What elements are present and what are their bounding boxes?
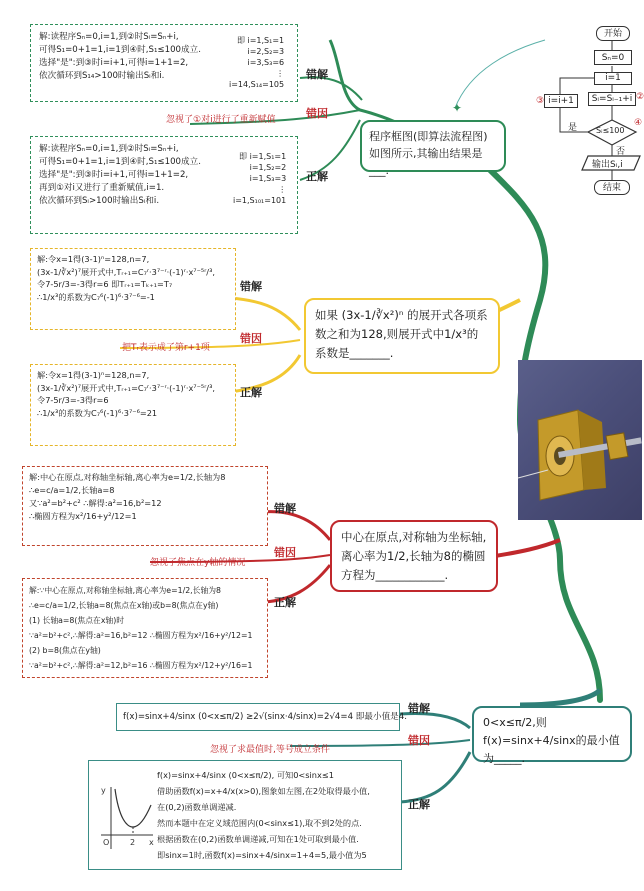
topic1-cause-text: 忽视了①对i进行了重新赋值 — [166, 115, 276, 125]
side-line: ⋮ — [276, 69, 285, 78]
topic4-wrong-label: 错解 — [408, 702, 430, 715]
flow-mark4: ④ — [634, 118, 643, 128]
topic4-branch — [520, 690, 600, 705]
topic2-correct-box — [30, 364, 236, 446]
flow-cond: Sᵢ≤100 — [596, 126, 625, 135]
solution-line: 解:读程序Sₙ=0,i=1,到②时Sᵢ=Sₙ+i, — [39, 32, 179, 42]
solution-line: ∵a²=b²+c²,∴解得:a²=12,b²=16 ∴椭圆方程为x²/12+y²/16=1 — [29, 661, 253, 670]
topic2-question: 如果 (3x-1/∛x²)ⁿ 的展开式各项系数之和为128,则展开式中1/x³的系数是_______. — [304, 298, 500, 374]
solution-line: ∴e=c/a=1/2,长轴a=8(焦点在x轴)或b=8(焦点在y轴) — [29, 601, 219, 610]
flow-incr: i=i+1 — [544, 94, 578, 108]
topic1-correct-side — [233, 151, 286, 206]
graph-two-label: 2 — [130, 838, 136, 847]
topic1-correct-label: 正解 — [306, 170, 328, 183]
solution-line: 依次循环到Sᵢ>100时输出Sᵢ和i. — [39, 196, 160, 206]
solution-line: 借助函数f(x)=x+4/x(x>0),图象如左图,在2处取得最小值, — [157, 786, 370, 796]
graph-y-label: y — [101, 786, 106, 795]
graph-origin-label: O — [103, 838, 110, 847]
topic1-correct-lines — [39, 143, 229, 208]
topic3-cause-text: 忽视了焦点在y轴的情况 — [150, 558, 246, 568]
solution-line: ∴e=c/a=1/2,长轴a=8 — [29, 485, 115, 495]
topic3-wrong-branch — [262, 512, 330, 540]
side-line: i=1,S₃=3 — [249, 174, 287, 183]
solution-line: 令7-5r/3=-3得r=6 — [37, 395, 109, 405]
bolt-assembly-image — [518, 360, 642, 520]
flow-start: 开始 — [596, 26, 630, 41]
solution-line: 在(0,2)函数单调递减. — [157, 802, 237, 812]
solution-line: 然而本题中在定义域范围内(0<sinx≤1),取不到2处的点. — [157, 818, 362, 828]
topic1-wrong-box — [30, 24, 298, 102]
topic1-cause-label: 错因 — [306, 107, 328, 120]
solution-line: f(x)=sinx+4/sinx (0<x≤π/2) ≥2√(sinx·4/sinx)=2√4=4 即最小值是4. — [123, 712, 407, 722]
flow-output: 输出Sᵢ,i — [592, 160, 623, 170]
side-line: ⋮ — [278, 185, 287, 194]
flow-no: 否 — [616, 147, 626, 157]
solution-line: 解:令x=1得(3-1)ⁿ=128,n=7, — [37, 254, 150, 264]
topic3-wrong-box — [22, 466, 268, 546]
topic4-correct-branch — [400, 752, 470, 802]
graph-x-label: x — [149, 838, 154, 847]
flow-i1: i=1 — [594, 72, 632, 85]
solution-line: (1) 长轴a=8(焦点在x轴)时 — [29, 616, 125, 625]
topic3-question: 中心在原点,对称轴为坐标轴,离心率为1/2,长轴为8的椭圆方程为____________. — [330, 520, 498, 592]
topic2-cause-label: 错因 — [240, 332, 262, 345]
solution-line: 选择"是":到③时i=i+1,可得i=1+1=2, — [39, 58, 189, 68]
flow-end: 结束 — [594, 180, 630, 195]
solution-line: ∵a²=b²+c²,∴解得:a²=16,b²=12 ∴椭圆方程为x²/16+y²/12=1 — [29, 631, 253, 640]
topic3-correct-label: 正解 — [274, 596, 296, 609]
function-graph — [93, 783, 157, 855]
solution-line: ∴1/x³的系数为C₇⁶(-1)⁶·3⁷⁻⁶=-1 — [37, 291, 155, 302]
solution-line: (2) b=8(焦点在y轴) — [29, 646, 101, 655]
flow-mark2: ② — [636, 92, 644, 102]
topic3-branch — [495, 540, 560, 556]
solution-line: 根据函数在(0,2)函数单调递减,可知在1处可取到最小值. — [157, 834, 359, 844]
side-line: i=14,S₁₄=105 — [229, 80, 285, 89]
topic2-wrong-label: 错解 — [240, 280, 262, 293]
flow-accum: Sᵢ=Sᵢ₋₁+i — [588, 92, 636, 106]
solution-line: 令7-5r/3=-3得r=6 即Tᵣ₊₁=Tₖ₊₁=T₇ — [37, 279, 173, 289]
topic4-correct-label: 正解 — [408, 798, 430, 811]
solution-line: 解:令x=1得(3-1)ⁿ=128,n=7, — [37, 370, 150, 380]
side-line: 即 i=1,S₁=1 — [236, 36, 285, 45]
solution-line: 依次循环到S₁₄>100时输出Sᵢ和i. — [39, 71, 165, 81]
solution-line: 即sinx=1时,函数f(x)=sinx+4/sinx=1+4=5,最小值为5 — [157, 850, 367, 860]
topic1-wrong-lines — [39, 31, 229, 83]
solution-line: 选择"是":到③时i=i+1,可得i=1+1=2, — [39, 170, 189, 180]
side-line: i=2,S₂=3 — [247, 47, 285, 56]
solution-line: (3x-1/∛x²)⁷展开式中,Tᵣ₊₁=C₇ʳ·3⁷⁻ʳ·(-1)ʳ·x⁷⁻⁵ʳ/³, — [37, 266, 215, 277]
topic4-wrong-box — [116, 703, 407, 731]
decorative-photo — [518, 360, 642, 520]
topic3-correct-box — [22, 578, 268, 678]
topic4-cause-text: 忽视了求最值时,等号成立条件 — [210, 745, 330, 755]
topic2-cause-text: 把Tᵣ表示成了第r+1项 — [122, 343, 210, 353]
topic1-wrong-label: 错解 — [306, 68, 328, 81]
topic2-wrong-branch — [230, 298, 300, 330]
topic1-correct-box — [30, 136, 298, 234]
topic4-cause-label: 错因 — [408, 734, 430, 747]
topic2-wrong-box — [30, 248, 236, 330]
star-icon: ✦ — [452, 101, 463, 115]
side-line: i=1,S₁₀₁=101 — [233, 196, 287, 205]
solution-line: 可得S₁=0+1=1,i=1到④时,S₁≤100成立. — [39, 45, 201, 55]
side-line: 即 i=1,S₁=1 — [239, 152, 287, 161]
topic1-wrong-side — [229, 35, 284, 90]
topic4-correct-box — [88, 760, 402, 870]
side-line: i=3,S₃=6 — [247, 58, 285, 67]
solution-line: 又∵a²=b²+c² ∴解得:a²=16,b²=12 — [29, 498, 162, 508]
solution-line: 解:读程序Sₙ=0,i=1,到②时Sᵢ=Sₙ+i, — [39, 144, 179, 154]
flow-yes: 是 — [568, 123, 578, 133]
solution-line: ∴椭圆方程为x²/16+y²/12=1 — [29, 511, 137, 521]
flow-init: Sₙ=0 — [594, 50, 632, 65]
topic3-cause-label: 错因 — [274, 546, 296, 559]
solution-line: (3x-1/∛x²)⁷展开式中,Tᵣ₊₁=C₇ʳ·3⁷⁻ʳ·(-1)ʳ·x⁷⁻⁵ʳ/³, — [37, 382, 215, 393]
solution-line: 可得S₁=0+1=1,i=1到④时,S₁≤100成立. — [39, 157, 201, 167]
solution-line: 解:∵中心在原点,对称轴坐标轴,离心率为e=1/2,长轴为8 — [29, 586, 221, 595]
topic2-correct-label: 正解 — [240, 386, 262, 399]
side-line: i=1,S₂=2 — [249, 163, 287, 172]
flowchart — [530, 0, 642, 230]
solution-line: 再到①对i又进行了重新赋值,i=1. — [39, 183, 165, 193]
solution-line: f(x)=sinx+4/sinx (0<x≤π/2), 可知0<sinx≤1 — [157, 770, 334, 780]
flow-mark3: ③ — [536, 96, 545, 106]
solution-line: ∴1/x³的系数为C₇⁶(-1)⁶·3⁷⁻⁶=21 — [37, 407, 158, 418]
solution-line: 解:中心在原点,对称轴坐标轴,离心率为e=1/2,长轴为8 — [29, 472, 226, 482]
topic4-question: 0<x≤π/2,则f(x)=sinx+4/sinx的最小值为_____. — [472, 706, 632, 762]
topic4-correct-lines — [157, 767, 370, 863]
topic1-question: 程序框图(即算法流程图)如图所示,其输出结果是___. — [360, 120, 506, 172]
topic3-wrong-label: 错解 — [274, 502, 296, 515]
